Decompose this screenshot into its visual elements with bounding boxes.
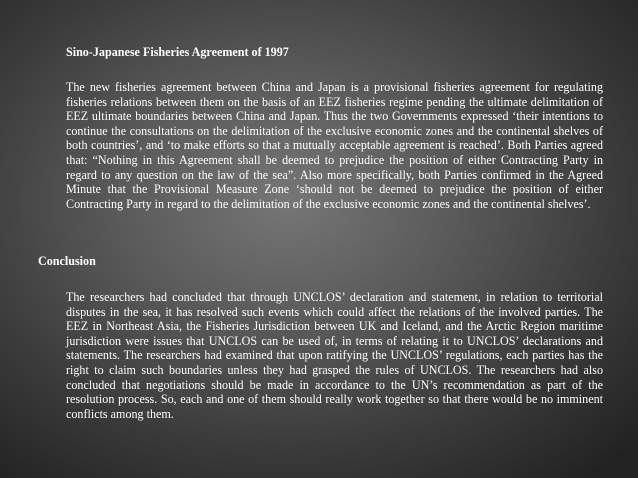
bullet-item-agreement: [38, 80, 603, 211]
agreement-paragraph: The new fisheries agreement between China and Japan is a provisional fisheries agreement for regulating fisheries relations between them on the basis of an EEZ fisheries regime pending the ultimate delimitation of EEZ ultimate boundaries between China and Japan. Thus the two Governments expressed ‘their intentions to continue the consultations on the delimitation of the exclusive economic zones and the continental shelves of both countries’, and ‘to make efforts so that a mutually acceptable agreement is reached’. Both Parties agreed that: “Nothing in this Agreement shall be deemed to prejudice the position of either Contracting Party in regard to any question on the law of the sea”. Also more specifically, both Parties confirmed in the Agreed Minute that the Provisional Measure Zone ‘should not be deemed to prejudice the position of either Contracting Party in regard to the delimitation of the exclusive economic zones and the continental shelves’.: [66, 80, 603, 211]
conclusion-paragraph: The researchers had concluded that through UNCLOS’ declaration and statement, in relation to territorial disputes in the sea, it has resolved such events which could affect the relations of the involved parties. The EEZ in Northeast Asia, the Fisheries Jurisdiction between UK and Iceland, and the Arctic Region maritime jurisdiction were issues that UNCLOS can be used of, in terms of relating it to UNCLOS’ declarations and statements. The researchers had examined that upon ratifying the UNCLOS’ regulations, each parties has the right to claim such boundaries unless they had grasped the rules of UNCLOS. The researchers had also concluded that negotiations should be made in accordance to the UN’s recommendation as part of the resolution process. So, each and one of them should really work together so that there would be no imminent conflicts among them.: [66, 290, 603, 421]
section-heading: Sino-Japanese Fisheries Agreement of 1997: [66, 45, 289, 59]
bullet-item-conclusion: [38, 290, 603, 421]
conclusion-heading: Conclusion: [38, 254, 96, 268]
bullet-item-heading: [38, 45, 603, 60]
